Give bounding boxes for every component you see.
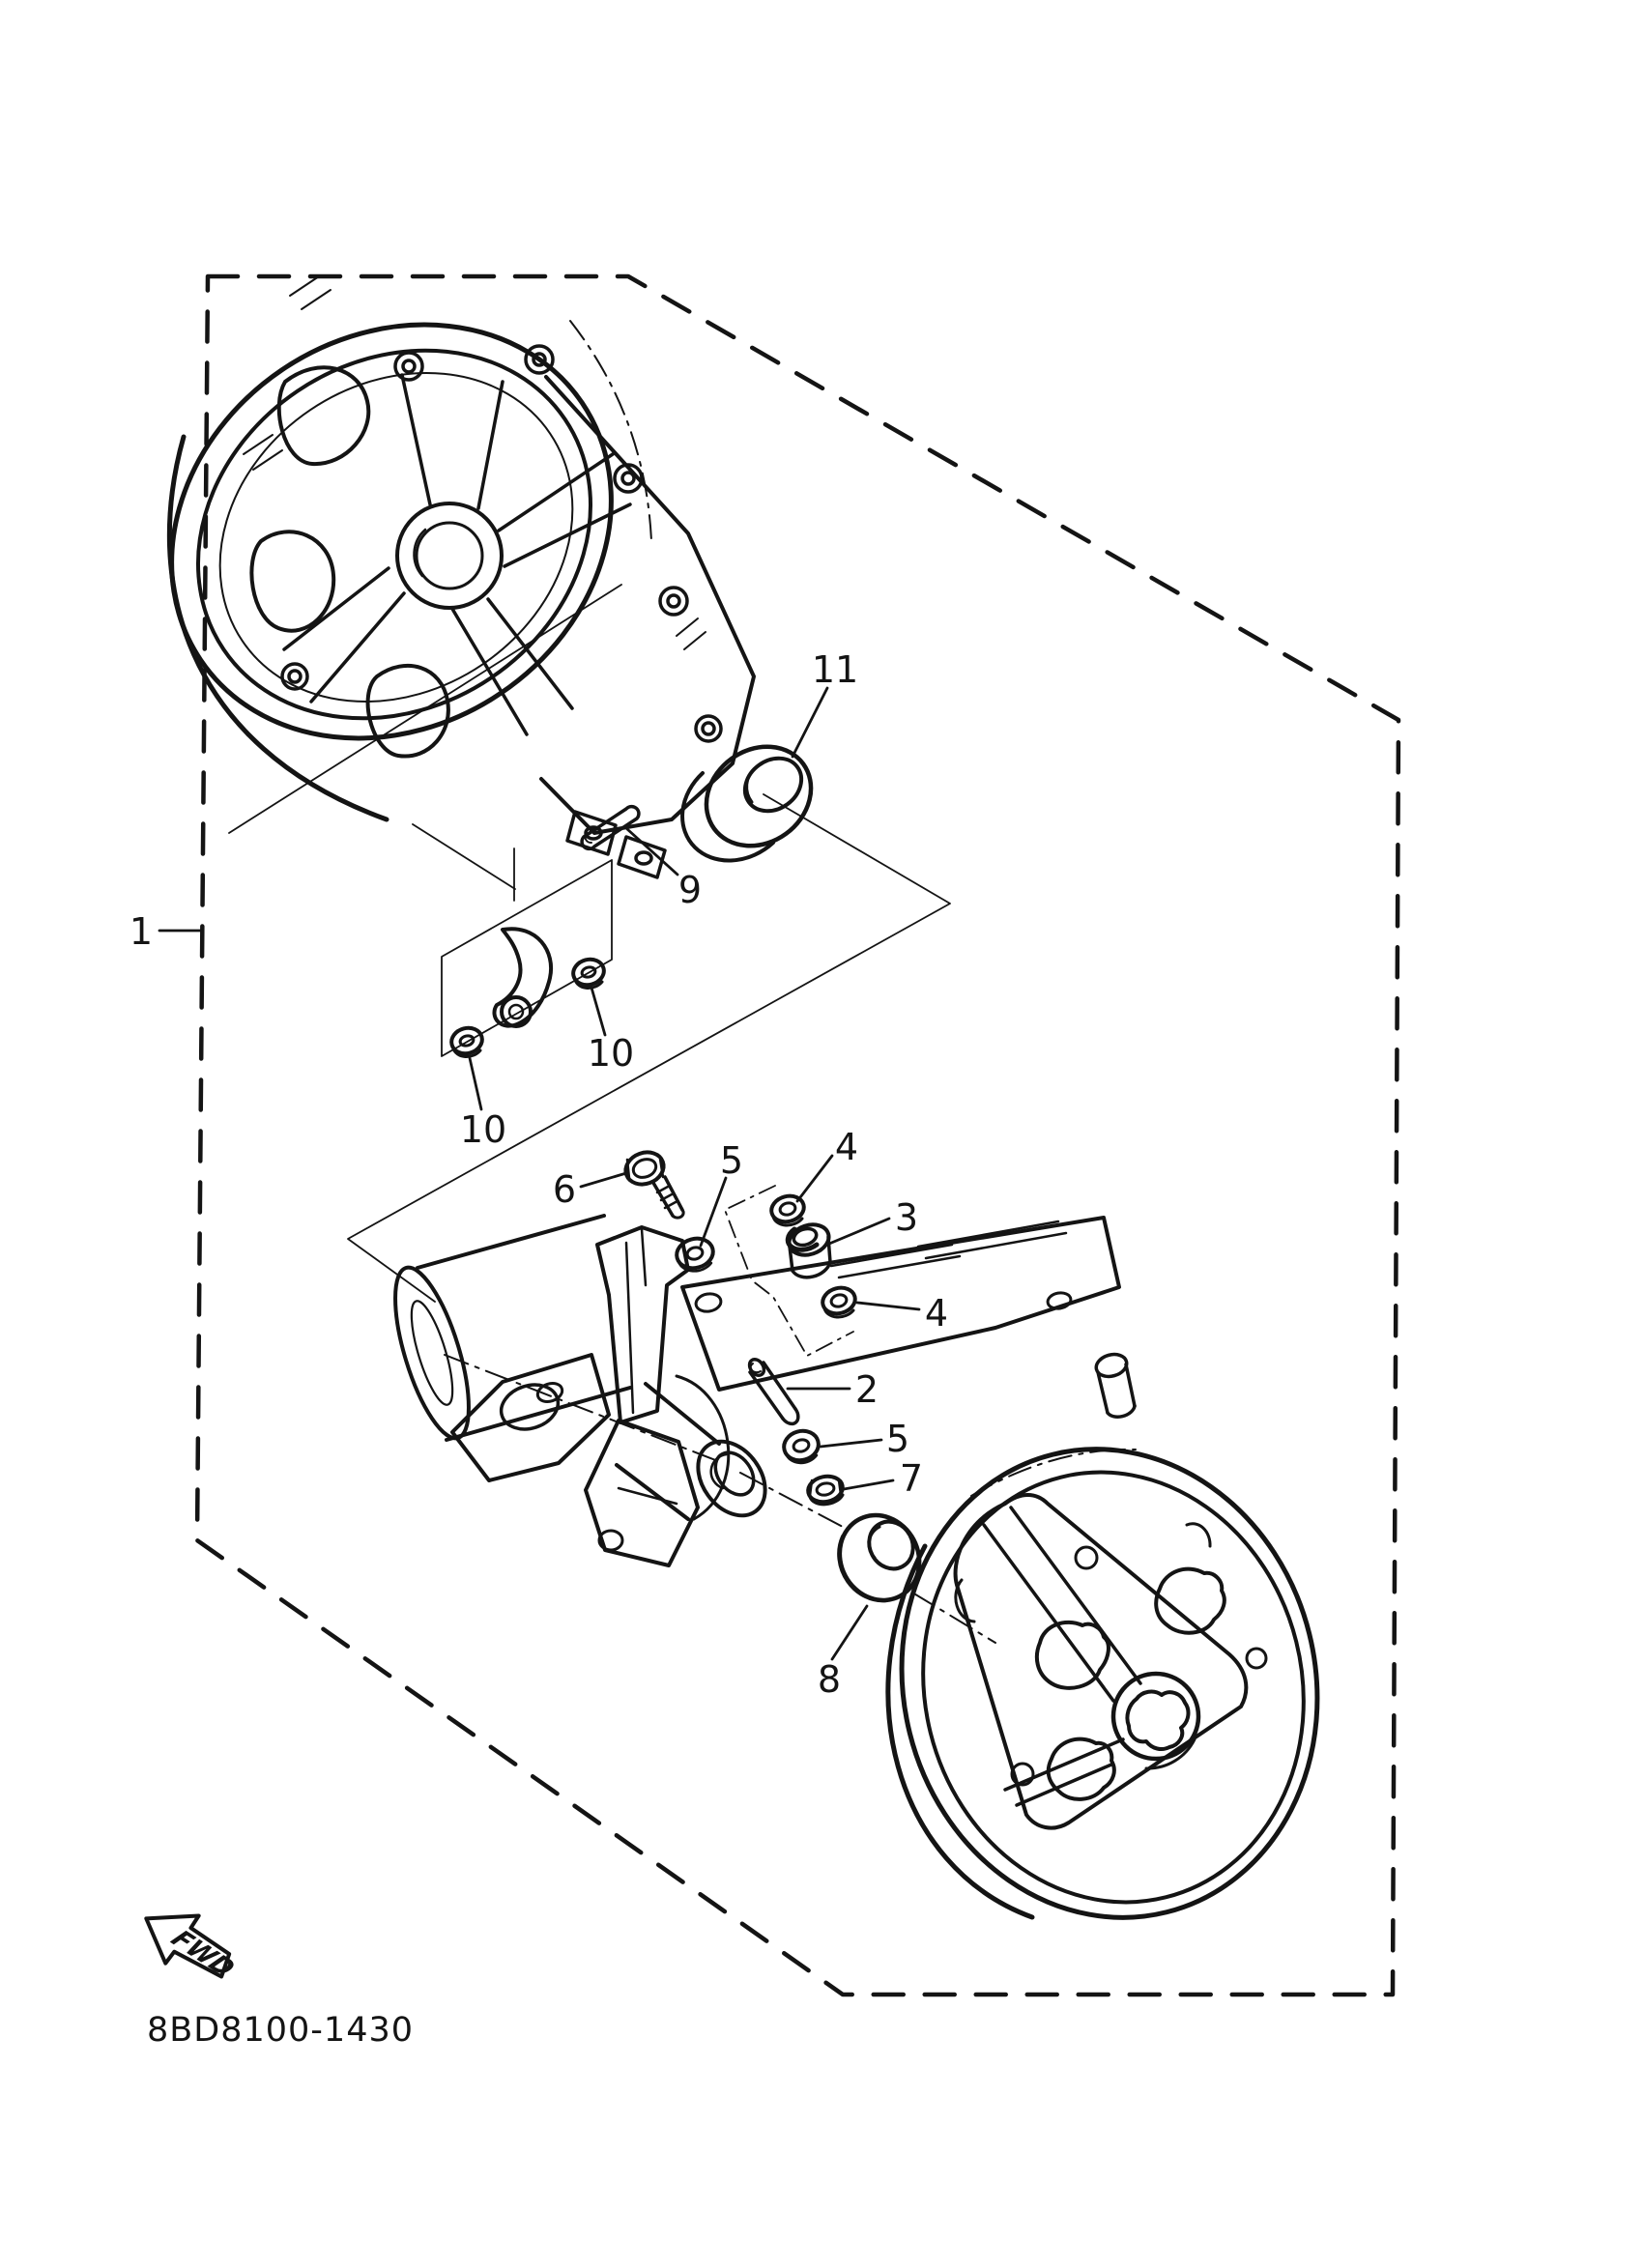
section-plane-lines [229, 585, 950, 1356]
leader-6 [581, 1173, 626, 1187]
housing-spokes [284, 375, 630, 734]
leader-8 [832, 1606, 867, 1659]
secondary-sheave [852, 1405, 1366, 1963]
callout-11: 11 [811, 648, 859, 691]
callout-1: 1 [129, 910, 154, 953]
callout-7: 7 [899, 1457, 924, 1500]
sheave-hub-bore [1127, 1692, 1188, 1749]
callout-4a: 4 [834, 1126, 859, 1168]
fwd-arrow [131, 1893, 249, 1997]
leader-11 [793, 688, 827, 757]
locknut-7 [806, 1474, 846, 1506]
callout-5b: 5 [885, 1418, 910, 1460]
leader-7 [844, 1480, 893, 1489]
leader-10a [470, 1058, 481, 1109]
callout-10b: 10 [587, 1032, 635, 1075]
leader-5a [701, 1178, 726, 1246]
stud-pin-2 [747, 1357, 798, 1424]
leader-4a [797, 1156, 832, 1201]
callout-2: 2 [854, 1368, 879, 1411]
bearing-11 [682, 727, 830, 867]
leader-10b [591, 988, 605, 1035]
callout-5a: 5 [719, 1139, 744, 1182]
callout-labels [130, 648, 948, 1701]
leader-lines [159, 688, 919, 1659]
spacer-3 [785, 1220, 832, 1278]
nut-10-left [448, 1024, 485, 1056]
washer-5-lower [781, 1427, 822, 1464]
leader-4b [857, 1303, 919, 1309]
weight-and-nuts [448, 929, 607, 1056]
callout-4b: 4 [924, 1292, 949, 1335]
stud-on-flag [1094, 1351, 1135, 1417]
leader-3 [829, 1219, 889, 1244]
callout-10a: 10 [459, 1108, 507, 1151]
bolt-6 [621, 1147, 683, 1218]
callout-6: 6 [552, 1168, 577, 1211]
leader-5b [821, 1440, 881, 1447]
callout-9: 9 [677, 869, 703, 911]
dashed-boundary-fence [197, 276, 1398, 1995]
nut-4-lower [820, 1284, 858, 1317]
fwd-arrow-label: FWD [164, 1925, 241, 1983]
spider-assembly [380, 1216, 1135, 1565]
leader-9 [627, 829, 677, 875]
primary-sheave-housing [92, 241, 754, 877]
drawing-number: 8BD8100-1430 [147, 2011, 415, 2050]
callout-8: 8 [817, 1658, 842, 1701]
callout-3: 3 [894, 1196, 919, 1239]
